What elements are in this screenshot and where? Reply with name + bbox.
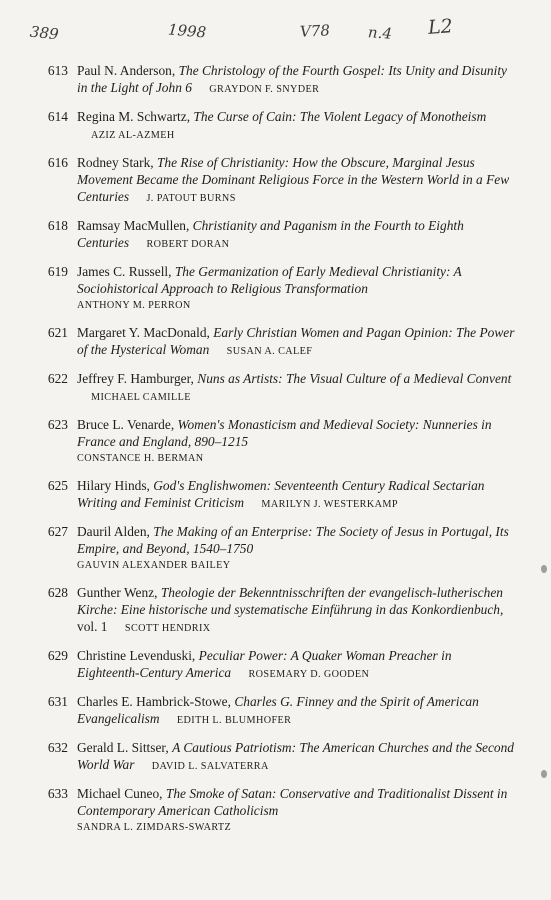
list-item (36, 370, 516, 406)
author: Hilary Hinds, (77, 478, 150, 493)
book-title: Christianity and Paganism in the Fourth to Eighth Centuries (77, 218, 464, 250)
page-number: 628 (47, 585, 68, 600)
reviewer: ANTHONY M. PERRON (77, 300, 191, 311)
author: James C. Russell, (77, 264, 172, 279)
page-number: 621 (47, 325, 68, 340)
author: Regina M. Schwartz, (77, 109, 191, 124)
book-title: Nuns as Artists: The Visual Culture of a Medieval Convent (197, 371, 512, 386)
book-title: The Rise of Christianity: How the Obscure, Marginal Jesus Movement Became the Dominant Religious Force in the Western World in a Few Centuries (77, 155, 510, 204)
page-number: 627 (47, 524, 68, 539)
reviewer: J. PATOUT BURNS (146, 193, 236, 204)
scan-speck (541, 565, 547, 573)
author: Christine Levenduski, (77, 648, 196, 663)
page-number: 618 (47, 218, 68, 233)
handwritten-annotation (0, 16, 551, 56)
reviewer: GRAYDON F. SNYDER (209, 84, 320, 95)
author: Dauril Alden, (77, 524, 150, 539)
reviewer: DAVID L. SALVATERRA (151, 761, 269, 772)
list-item (36, 324, 516, 360)
handwritten-note: L2 (427, 15, 454, 39)
reviewer: EDITH L. BLUMHOFER (176, 715, 292, 726)
reviewer: MARILYN J. WESTERKAMP (261, 499, 398, 510)
list-item (36, 263, 516, 314)
list-item (36, 785, 516, 836)
handwritten-note: n.4 (367, 23, 393, 43)
list-item (36, 154, 516, 207)
author: Gerald L. Sittser, (77, 740, 169, 755)
page-number: 633 (47, 786, 68, 801)
reviewer: GAUVIN ALEXANDER BAILEY (77, 560, 231, 571)
book-title: The Making of an Enterprise: The Society of Jesus in Portugal, Its Empire, and Beyond, 1540–1750 (77, 524, 509, 556)
list-item (36, 739, 516, 775)
list-item (36, 62, 516, 98)
book-title: God's Englishwomen: Seventeenth Century Radical Sectarian Writing and Feminist Criticism (77, 478, 485, 510)
page-number: 632 (47, 740, 68, 755)
book-title: The Germanization of Early Medieval Christianity: A Sociohistorical Approach to Religious Transformation (77, 264, 462, 296)
list-item (36, 217, 516, 253)
reviewer: SCOTT HENDRIX (124, 623, 211, 634)
list-item (36, 416, 516, 467)
book-title: Theologie der Bekenntnisschriften der evangelisch-lutherischen Kirche: Eine historische und systematische Einführung in das Konkordienbuch, (77, 585, 504, 617)
author: Bruce L. Venarde, (77, 417, 175, 432)
book-title: Peculiar Power: A Quaker Woman Preacher in Eighteenth-Century America (77, 648, 452, 680)
reviewer: ROBERT DORAN (146, 239, 230, 250)
volume: vol. 1 (77, 619, 108, 634)
book-title: A Cautious Patriotism: The American Churches and the Second World War (77, 740, 514, 772)
handwritten-note: 389 (29, 22, 60, 44)
reviewer: AZIZ AL-AZMEH (91, 130, 175, 141)
author: Charles E. Hambrick-Stowe, (77, 694, 231, 709)
author: Gunther Wenz, (77, 585, 158, 600)
page-number: 622 (47, 371, 68, 386)
list-item (36, 108, 516, 144)
list-item (36, 693, 516, 729)
page-number: 623 (47, 417, 68, 432)
page-number: 629 (47, 648, 68, 663)
handwritten-note: V78 (299, 21, 331, 41)
author: Ramsay MacMullen, (77, 218, 190, 233)
list-item (36, 477, 516, 513)
page-number: 625 (47, 478, 68, 493)
book-title: The Smoke of Satan: Conservative and Traditionalist Dissent in Contemporary American Catholicism (77, 786, 508, 818)
list-item (36, 523, 516, 574)
author: Michael Cuneo, (77, 786, 163, 801)
reviewer: SUSAN A. CALEF (226, 346, 313, 357)
review-list (36, 62, 516, 846)
handwritten-note: 1998 (167, 20, 207, 42)
book-title: Early Christian Women and Pagan Opinion: The Power of the Hysterical Woman (77, 325, 515, 357)
reviewer: ROSEMARY D. GOODEN (248, 669, 370, 680)
book-title: The Christology of the Fourth Gospel: Its Unity and Disunity in the Light of John 6 (77, 63, 507, 95)
author: Rodney Stark, (77, 155, 154, 170)
scan-speck (541, 770, 547, 778)
page-number: 616 (47, 155, 68, 170)
list-item (36, 584, 516, 637)
book-title: The Curse of Cain: The Violent Legacy of Monotheism (193, 109, 487, 124)
page-number: 631 (47, 694, 68, 709)
reviewer: CONSTANCE H. BERMAN (77, 453, 204, 464)
book-title: Women's Monasticism and Medieval Society: Nunneries in France and England, 890–1215 (77, 417, 492, 449)
page-number: 613 (47, 63, 68, 78)
reviewer: SANDRA L. ZIMDARS-SWARTZ (77, 822, 232, 833)
author: Paul N. Anderson, (77, 63, 176, 78)
list-item (36, 647, 516, 683)
book-title: Charles G. Finney and the Spirit of American Evangelicalism (77, 694, 479, 726)
page-number: 614 (47, 109, 68, 124)
reviewer: MICHAEL CAMILLE (91, 392, 191, 403)
page-number: 619 (47, 264, 68, 279)
author: Jeffrey F. Hamburger, (77, 371, 194, 386)
author: Margaret Y. MacDonald, (77, 325, 210, 340)
